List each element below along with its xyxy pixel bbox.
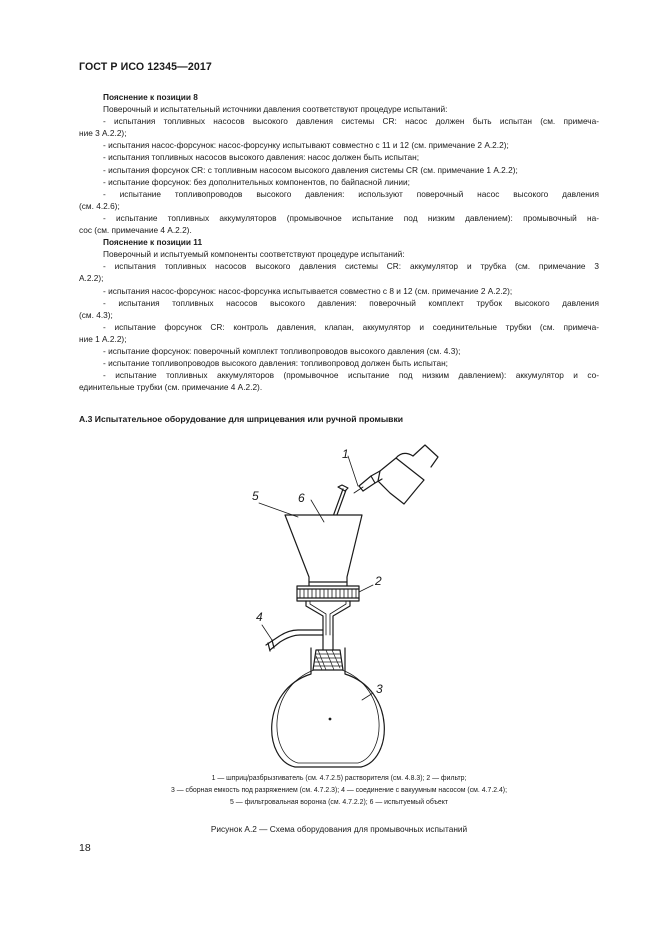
list-item: единительные трубки (см. примечание 4 А.2.2). xyxy=(79,382,263,393)
legend-line: 5 — фильтровальная воронка (см. 4.7.2.2); 6 — испытуемый объект xyxy=(230,799,448,806)
note-8-title: Пояснение к позиции 8 xyxy=(103,92,198,102)
list-item: - испытание топливопроводов высокого давления: используют поверочный насос высокого давления xyxy=(103,188,599,199)
list-item: - испытания топливных насосов высокого давления: поверочный комплект трубок высокого давления xyxy=(103,297,599,308)
explanation-text xyxy=(79,91,599,393)
vacuum-connection-icon xyxy=(266,630,323,651)
figure-label-3: 3 xyxy=(376,682,383,696)
list-item: - испытание топливопроводов высокого давления: топливопровод должен быть испытан; xyxy=(103,358,448,369)
list-item: ние 3 А.2.2); xyxy=(79,128,127,139)
list-item: (см. 4.2.6); xyxy=(79,200,120,211)
list-item: - испытание топливных аккумуляторов (промывочное испытание под низким давлением): промывочный на- xyxy=(103,212,599,223)
list-item: ние 1 А.2.2); xyxy=(79,333,127,344)
list-item: (см. 4.3); xyxy=(79,309,113,320)
filter-icon xyxy=(297,586,359,635)
page-number: 18 xyxy=(79,842,91,854)
note-8-intro: Поверочный и испытательный источники давления соответствуют процедуре испытаний: xyxy=(103,104,448,115)
figure-caption: Рисунок А.2 — Схема оборудования для промывочных испытаний xyxy=(210,824,468,834)
list-item: - испытания форсунок CR: с топливным насосом высокого давления системы CR (см. примечание 1 А.2.2); xyxy=(103,164,518,175)
document-header: ГОСТ Р ИСО 12345—2017 xyxy=(79,61,212,73)
legend-line: 1 — шприц/разбрызгиватель (см. 4.7.2.5) растворителя (см. 4.8.3); 2 — фильтр; xyxy=(211,775,467,782)
figure-label-6: 6 xyxy=(298,491,305,505)
note-11-intro: Поверочный и испытуемый компоненты соответствуют процедуре испытаний: xyxy=(103,249,405,260)
figure-legend xyxy=(79,773,599,809)
legend-line: 3 — сборная емкость под разряжением (см. 4.7.2.3); 4 — соединение с вакуумным насосом (см. 4.7.2.4); xyxy=(170,787,508,794)
figure-label-5: 5 xyxy=(252,489,259,503)
list-item: сос (см. примечание 4 А.2.2). xyxy=(79,225,192,236)
figure-label-2: 2 xyxy=(375,574,382,588)
sprayer-icon xyxy=(354,445,438,504)
list-item: - испытания насос-форсунок: насос-форсунку испытывают совместно с 11 и 12 (см. примечание 2 А.2.2); xyxy=(103,140,509,151)
list-item: - испытания топливных насосов высокого давления системы CR: насос должен быть испытан (см. примеча- xyxy=(103,116,599,127)
list-item: - испытание топливных аккумуляторов (промывочное испытание под низким давлением): аккумулятор и со- xyxy=(103,370,599,381)
note-11-title: Пояснение к позиции 11 xyxy=(103,237,203,248)
equipment-diagram xyxy=(220,430,460,770)
figure-label-4: 4 xyxy=(256,610,263,624)
list-item: А.2.2); xyxy=(79,273,104,284)
list-item: - испытание форсунок CR: контроль давления, клапан, аккумулятор и соединительные трубки (см. примеча- xyxy=(103,321,599,332)
flushing-equipment-figure xyxy=(220,430,460,775)
note-11-list xyxy=(79,260,599,393)
list-item: - испытания насос-форсунок: насос-форсунка испытывается совместно с 8 и 12 (см. примечание 2 А.2.2); xyxy=(103,285,513,296)
list-item: - испытания топливных насосов высокого давления системы CR: аккумулятор и трубка (см. примечание 3 xyxy=(103,261,599,272)
collection-vessel-icon xyxy=(272,635,385,767)
list-item: - испытание форсунок: поверочный комплект топливопроводов высокого давления (см. 4.3); xyxy=(103,345,461,356)
list-item: - испытание форсунок: без дополнительных компонентов, по байпасной линии; xyxy=(103,176,410,187)
filter-funnel-icon xyxy=(285,515,362,586)
note-8-list xyxy=(79,115,599,236)
section-heading: А.3 Испытательное оборудование для шприцевания или ручной промывки xyxy=(79,414,404,424)
list-item: - испытания топливных насосов высокого давления: насос должен быть испытан; xyxy=(103,152,419,163)
figure-label-1: 1 xyxy=(342,447,349,461)
